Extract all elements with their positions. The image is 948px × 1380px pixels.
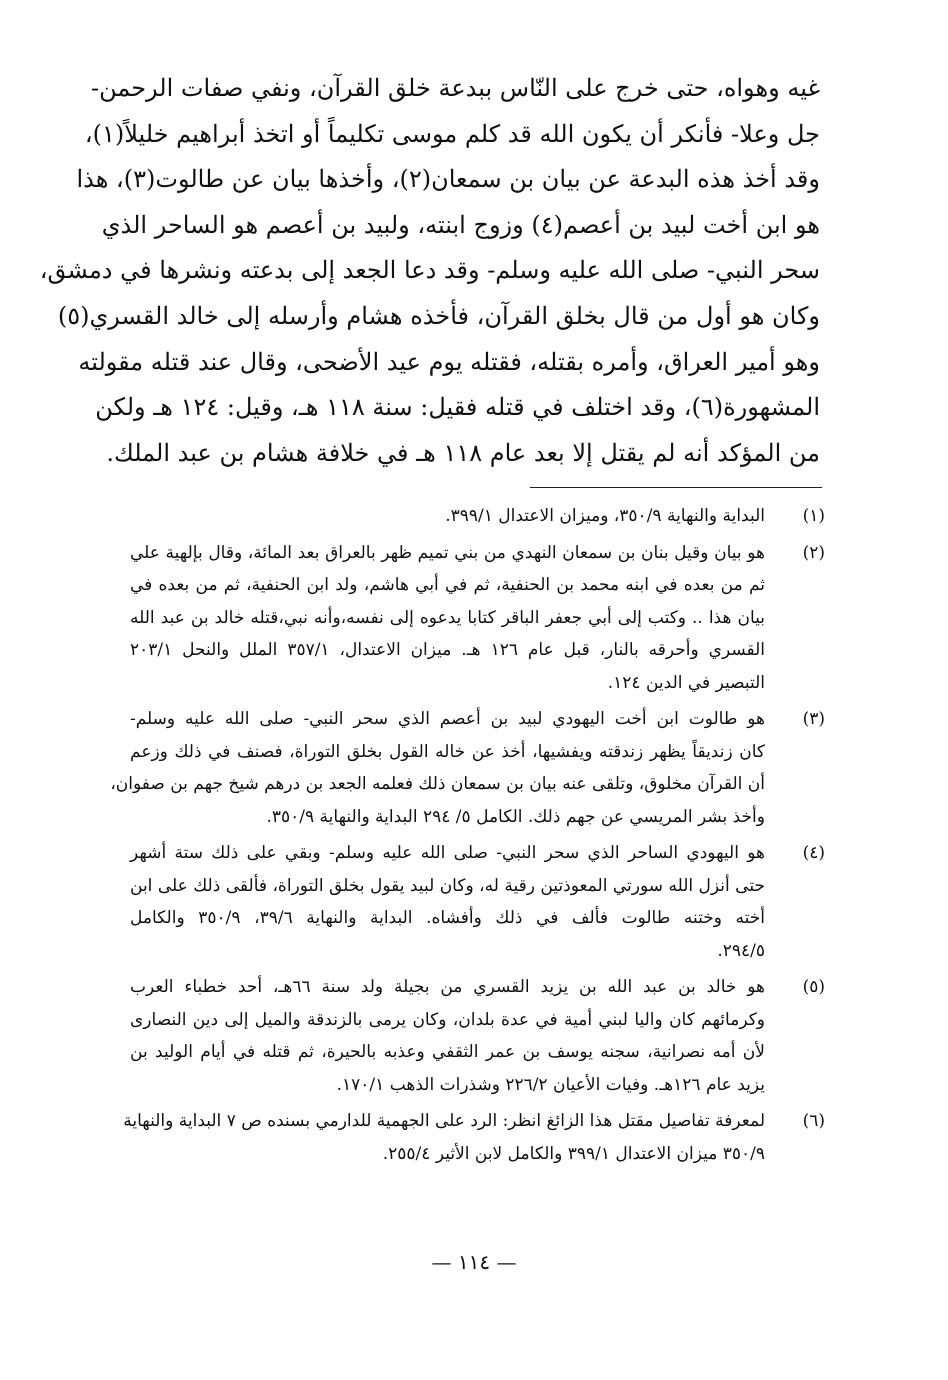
main-text bbox=[39, 66, 820, 476]
footnote-line: أن القرآن مخلوق، وتلقى عنه بيان بن سمعان ذلك فعلمه الجعد بن درهم شيخ جهم بن صفوان، bbox=[110, 774, 765, 794]
footnote-line: يزيد عام ١٢٦هـ. وفيات الأعيان ٢٢٦/٢ وشذرات الذهب ١٧٠/١. bbox=[336, 1074, 765, 1095]
main-text-line: وكان هو أول من قال بخلق القرآن، فأخذه هشام وأرسله إلى خالد القسري(٥) bbox=[57, 301, 820, 330]
main-text-line: غيه وهواه، حتى خرج على النّاس ببدعة خلق القرآن، ونفي صفات الرحمن- bbox=[90, 74, 820, 102]
page-number: — ١١٤ — bbox=[431, 1250, 517, 1274]
footnote-line: لأن أمه نصرانية، سجنه يوسف بن عمر الثقفي وعذبه بالحيرة، ثم قتله في أيام الوليد بن bbox=[130, 1042, 765, 1062]
footnote-number: (٢) bbox=[802, 542, 825, 563]
main-text-line: جل وعلا- فأنكر أن يكون الله قد كلم موسى تكليماً أو اتخذ أبراهيم خليلاً(١)، bbox=[84, 119, 820, 148]
footnote-line: ٣٥٠/٩ ميزان الاعتدال ٣٩٩/١ والكامل لابن الأثير ٢٥٥/٤. bbox=[382, 1143, 765, 1164]
footnote-number: (١) bbox=[802, 506, 825, 526]
footnote-2 bbox=[130, 537, 825, 700]
footnote-line: ٢٩٤/٥. bbox=[717, 940, 765, 961]
footnote-4 bbox=[130, 837, 825, 967]
footnote-separator bbox=[530, 487, 822, 488]
footnote-number: (٣) bbox=[802, 709, 825, 729]
footnotes bbox=[110, 500, 825, 1170]
footnote-line: التبصير في الدين ١٢٤. bbox=[607, 672, 765, 693]
footnote-line: حتى أنزل الله سورتي المعوذتين رقية له، وكان لبيد يقول بخلق التوراة، فألقى ذلك على ابن bbox=[130, 875, 765, 896]
footnote-5 bbox=[130, 971, 825, 1101]
main-text-line: وقد أخذ هذه البدعة عن بيان بن سمعان(٢)، وأخذها بيان عن طالوت(٣)، هذا bbox=[76, 165, 820, 194]
footnote-number: (٤) bbox=[802, 843, 825, 863]
main-text-line: سحر النبي- صلى الله عليه وسلم- وقد دعا الجعد إلى بدعته ونشرها في دمشق، bbox=[39, 256, 820, 285]
footnote-3 bbox=[110, 703, 825, 833]
footnote-number: (٦) bbox=[802, 1111, 825, 1131]
footnote-number: (٥) bbox=[802, 977, 825, 997]
footnote-6 bbox=[123, 1105, 825, 1170]
footnote-line: ثم من بعده في ابنه محمد بن الحنفية، ثم في أبي هاشم، ولد ابن الحنفية، ثم من بعده في bbox=[130, 575, 765, 595]
footnote-line: أخته وختنه طالوت فألف في ذلك وأفشاه. البداية والنهاية ٣٩/٦، ٣٥٠/٩ والكامل bbox=[130, 908, 765, 928]
footnote-1 bbox=[130, 500, 825, 533]
main-text-line: وهو أمير العراق، وأمره بقتله، فقتله يوم عيد الأضحى، وقال عند قتله مقولته bbox=[78, 347, 820, 376]
footnote-line: وأخذ بشر المريسي عن جهم ذلك. الكامل ٥/ ٢٩٤ البداية والنهاية ٣٥٠/٩. bbox=[266, 806, 765, 827]
footnote-line: القسري وأحرقه بالنار، قبل عام ١٢٦ هـ. ميزان الاعتدال، ٣٥٧/١ الملل والنحل ٢٠٣/١ bbox=[130, 640, 765, 660]
footnote-line: وكرمائهم كان واليا لبني أمية في عدة بلدان، وكان يرمى بالزندقة والميل إلى دين النصارى bbox=[130, 1009, 765, 1030]
main-text-line: هو ابن أخت لبيد بن أعصم(٤) وزوج ابنته، ولبيد بن أعصم هو الساحر الذي bbox=[101, 210, 820, 239]
footnote-line: هو طالوت ابن أخت اليهودي لبيد بن أعصم الذي سحر النبي- صلى الله عليه وسلم- bbox=[130, 709, 765, 729]
main-text-line: من المؤكد أنه لم يقتل إلا بعد عام ١١٨ هـ في خلافة هشام بن عبد الملك. bbox=[106, 438, 820, 467]
footnote-line: هو بيان وقيل بنان بن سمعان النهدي من بني تميم ظهر بالعراق بعد المائة، وقال بإلهية علي bbox=[130, 542, 765, 563]
footnote-line: كان زنديقاً يظهر زندقته ويفشيها، أخذ عن خاله القول بخلق التوراة، فصنف في ذلك وزعم bbox=[130, 741, 765, 762]
footnote-line: هو خالد بن عبد الله بن يزيد القسري من بجيلة ولد سنة ٦٦هـ، أحد خطباء العرب bbox=[130, 977, 765, 997]
footnote-line: بيان هذا .. وكتب إلى أبي جعفر الباقر كتابا يدعوه إلى نفسه،وأنه نبي،قتله خالد بن عبد الله bbox=[130, 607, 765, 628]
footnote-line: لمعرفة تفاصيل مقتل هذا الزائغ انظر: الرد على الجهمية للدارمي بسنده ص ٧ البداية والنهاية bbox=[123, 1111, 765, 1131]
footnote-line: هو اليهودي الساحر الذي سحر النبي- صلى الله عليه وسلم- وبقي على ذلك ستة أشهر bbox=[130, 843, 765, 863]
footnote-line: البداية والنهاية ٣٥٠/٩، وميزان الاعتدال ٣٩٩/١. bbox=[445, 506, 765, 526]
main-text-line: المشهورة(٦)، وقد اختلف في قتله فقيل: سنة ١١٨ هـ، وقيل: ١٢٤ هـ ولكن bbox=[95, 393, 820, 422]
